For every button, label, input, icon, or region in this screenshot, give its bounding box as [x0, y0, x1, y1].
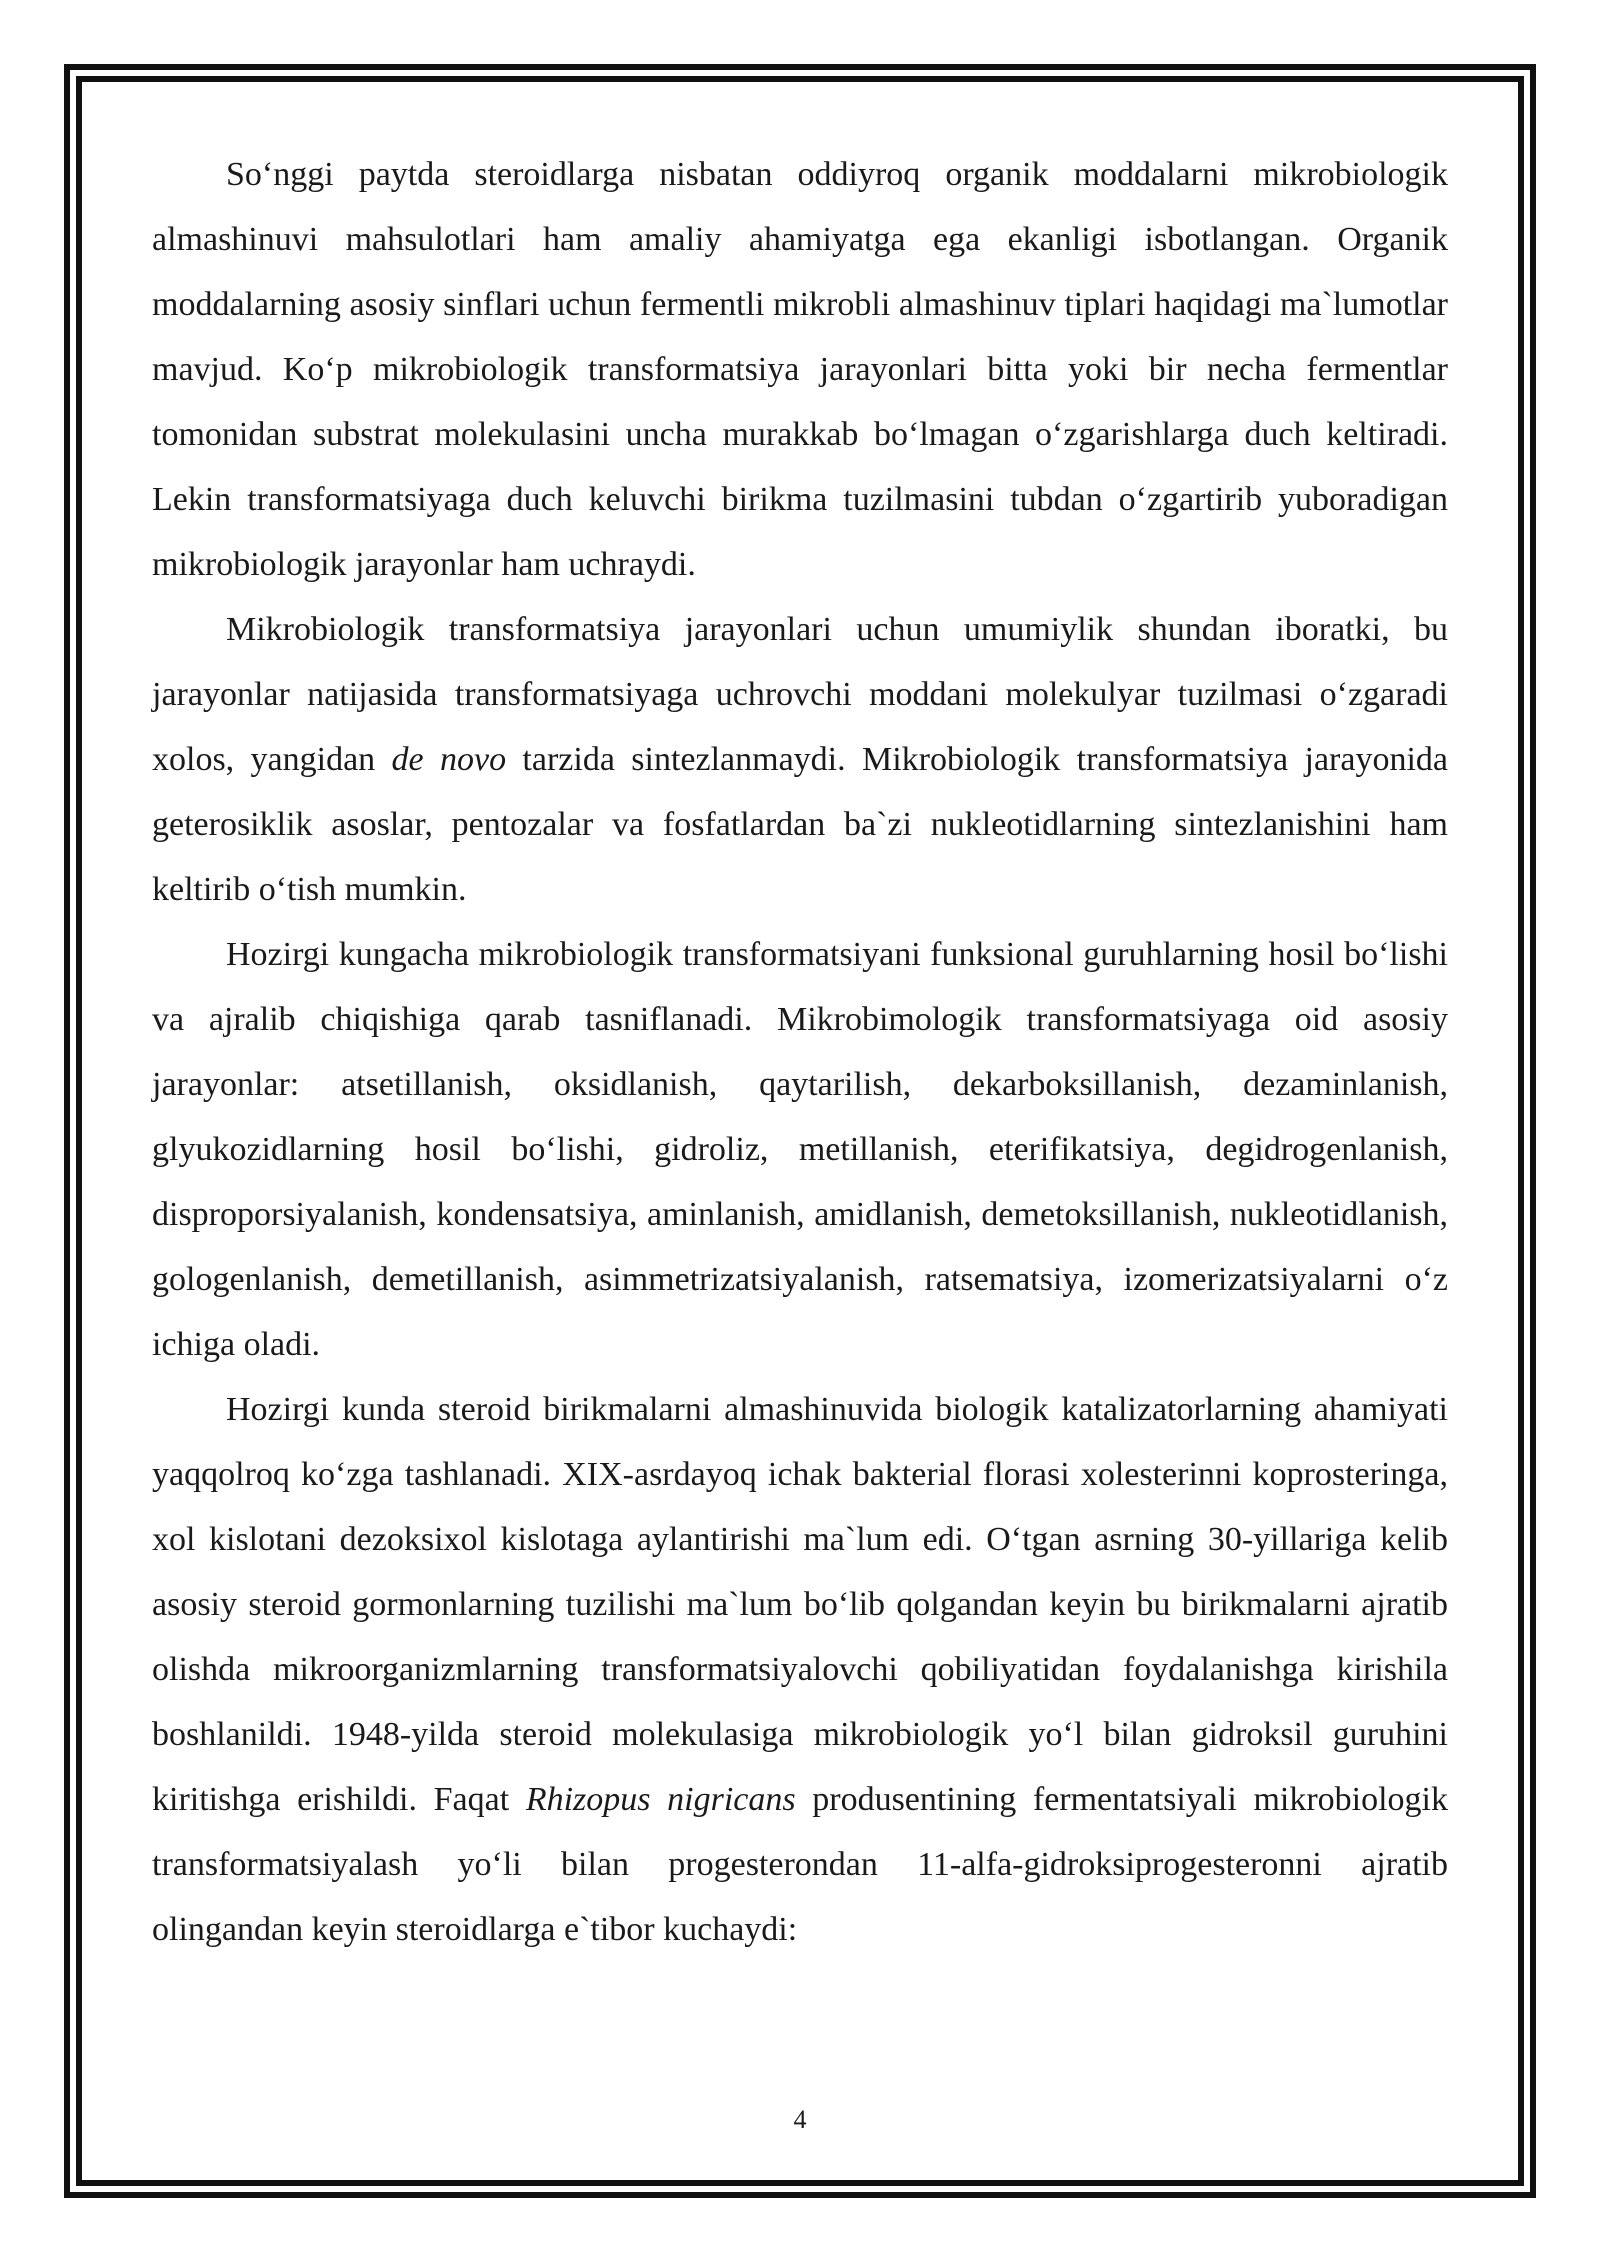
paragraph-4: [152, 1377, 1448, 1962]
paragraph-3: [152, 922, 1448, 1377]
paragraph-2-italic-term: de novo: [391, 741, 507, 778]
document-body: [152, 142, 1448, 1962]
paragraph-4-text-start: Hozirgi kunda steroid birikmalarni almashinuvida biologik katalizatorlarning ahamiyati yaqqolroq ko‘zga tashlanadi. XIX-asrdayoq ichak bakterial florasi xolesterinni koprosteringa, xol kislotani dezoksixol kislotaga aylantirishi ma`lum edi. O‘tgan asrning 30-yillariga kelib asosiy steroid gormonlarning tuzilishi ma`lum bo‘lib qolgandan keyin bu birikmalarni ajratib olishda mikroorganizmlarning transformatsiyalovchi qobiliyatidan foydalanishga kirishila boshlanildi. 1948-yilda steroid molekulasiga mikrobiologik yo‘l bilan gidroksil guruhini kiritishga erishildi. Faqat: [152, 1391, 1448, 1818]
paragraph-2: [152, 597, 1448, 922]
paragraph-1-text: So‘nggi paytda steroidlarga nisbatan oddiyroq organik moddalarni mikrobiologik almashinuvi mahsulotlari ham amaliy ahamiyatga ega ekanligi isbotlangan. Organik moddalarning asosiy sinflari uchun fermentli mikrobli almashinuv tiplari haqidagi ma`lumotlar mavjud. Ko‘p mikrobiologik transformatsiya jarayonlari bitta yoki bir necha fermentlar tomonidan substrat molekulasini uncha murakkab bo‘lmagan o‘zgarishlarga duch keltiradi. Lekin transformatsiyaga duch keluvchi birikma tuzilmasini tubdan o‘zgartirib yuboradigan mikrobiologik jarayonlar ham uchraydi.: [152, 156, 1448, 583]
paragraph-2-text-start: Mikrobiologik transformatsiya jarayonlari uchun umumiylik shundan iboratki, bu jarayonlar natijasida transformatsiyaga uchrovchi moddani molekulyar tuzilmasi o‘zgaradi xolos, yangidan: [152, 611, 1448, 778]
paragraph-1: [152, 142, 1448, 597]
page-number: 4: [793, 2105, 807, 2134]
paragraph-4-text-end: produsentining fermentatsiyali mikrobiologik transformatsiyalash yo‘li bilan progesterondan 11-alfa-gidroksiprogesteronni ajratib olingandan keyin steroidlarga e`tibor kuchaydi:: [152, 1781, 1448, 1948]
paragraph-3-text: Hozirgi kungacha mikrobiologik transformatsiyani funksional guruhlarning hosil bo‘lishi va ajralib chiqishiga qarab tasniflanadi. Mikrobimologik transformatsiyaga oid asosiy jarayonlar: atsetillanish, oksidlanish, qaytarilish, dekarboksillanish, dezaminlanish, glyukozidlarning hosil bo‘lishi, gidroliz, metillanish, eterifikatsiya, degidrogenlanish, disproporsiyalanish, kondensatsiya, aminlanish, amidlanish, demetoksillanish, nukleotidlanish, gologenlanish, demetillanish, asimmetrizatsiyalanish, ratsematsiya, izomerizatsiyalarni o‘z ichiga oladi.: [152, 936, 1448, 1363]
paragraph-4-species-name: Rhizopus nigricans: [525, 1781, 796, 1818]
paragraph-2-text-end: tarzida sintezlanmaydi. Mikrobiologik transformatsiya jarayonida geterosiklik asoslar, pentozalar va fosfatlardan ba`zi nukleotidlarning sintezlanishini ham keltirib o‘tish mumkin.: [152, 741, 1448, 908]
